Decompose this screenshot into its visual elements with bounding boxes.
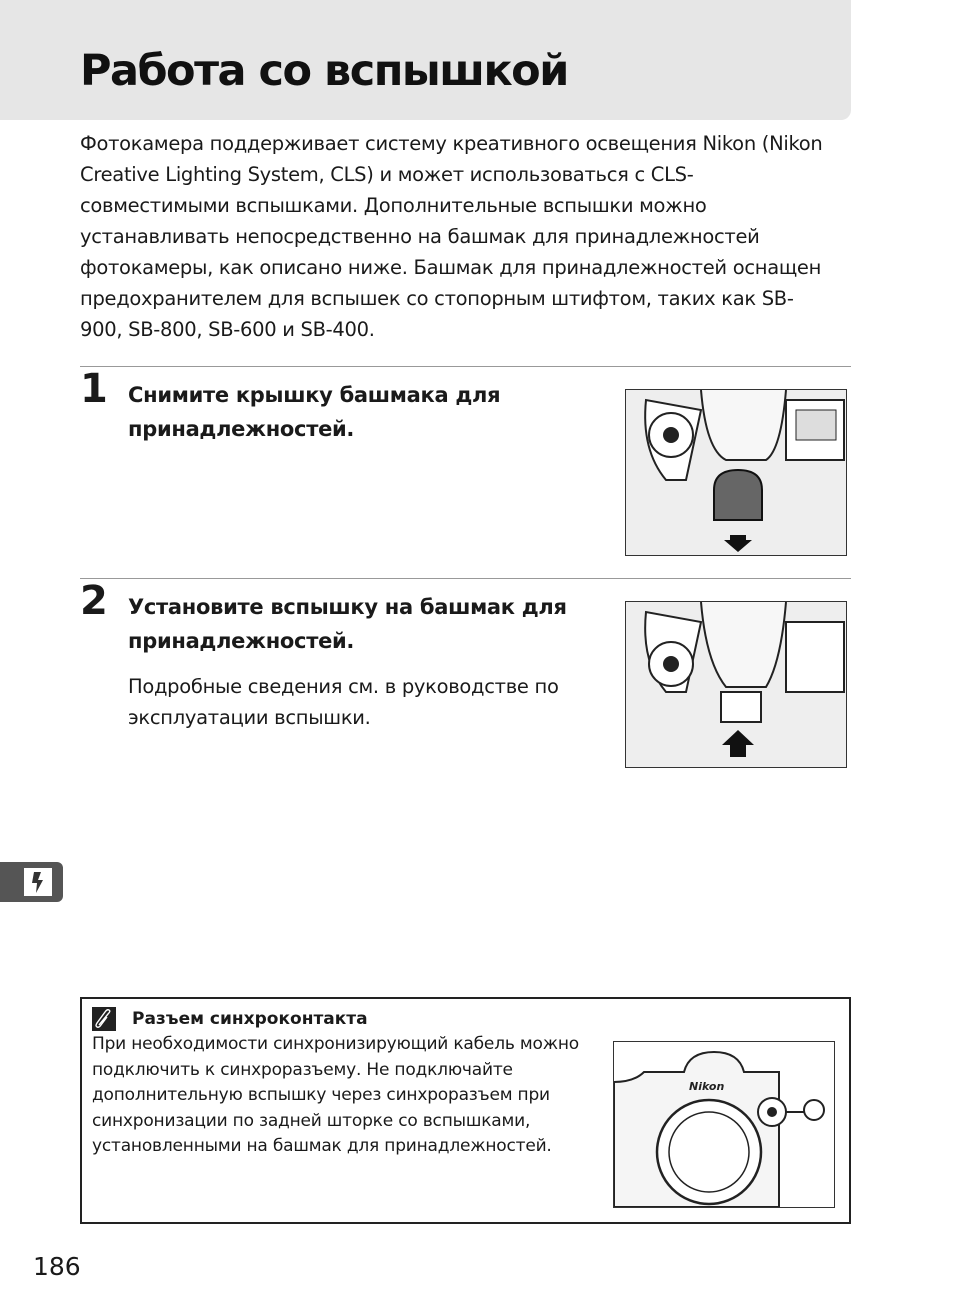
step-title: Снимите крышку башмака для принадлежностей. bbox=[128, 383, 501, 441]
divider bbox=[80, 578, 851, 579]
paperclip-icon bbox=[92, 1007, 116, 1031]
page-title: Работа со вспышкой bbox=[80, 46, 568, 96]
camera-front-illustration bbox=[613, 1041, 835, 1208]
note-body: При необходимости синхронизирующий кабель можно подключить к синхроразъему. Не подключайте дополнительную вспышку через синхроразъем при синхронизации по задней шторке со вспышками, установленными на башмак для принадлежностей. bbox=[92, 1034, 579, 1156]
note-title: Разъем синхроконтакта bbox=[132, 1009, 368, 1029]
camera-illustration-remove-cover bbox=[625, 389, 847, 556]
page-number: 186 bbox=[33, 1252, 81, 1281]
flash-icon bbox=[24, 868, 52, 896]
step-number: 2 bbox=[80, 578, 108, 624]
section-tab-flash bbox=[0, 862, 63, 902]
intro-paragraph: Фотокамера поддерживает систему креативного освещения Nikon (Nikon Creative Lighting System, CLS) и может использоваться с CLS-совместимыми вспышками. Дополнительные вспышки можно устанавливать непосредственно на башмак для принадлежностей фотокамеры, как описано ниже. Башмак для принадлежностей оснащен предохранителем для вспышек со стопорным штифтом, таких как SB-900, SB-800, SB-600 и SB-400. bbox=[80, 132, 823, 341]
divider bbox=[80, 366, 851, 367]
step-number: 1 bbox=[80, 366, 108, 412]
step-title: Установите вспышку на башмак для принадлежностей. bbox=[128, 595, 567, 653]
step-description: Подробные сведения см. в руководстве по эксплуатации вспышки. bbox=[128, 675, 559, 729]
note-box bbox=[80, 997, 851, 1224]
camera-illustration-attach-flash bbox=[625, 601, 847, 768]
nikon-logo-text: Nikon bbox=[689, 1080, 725, 1093]
